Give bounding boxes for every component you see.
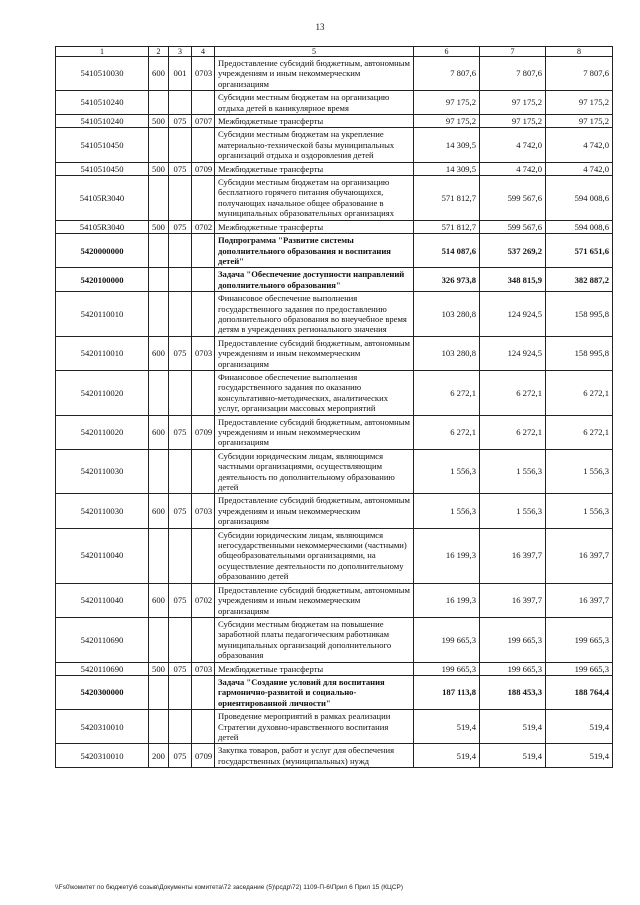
row-value-col6: 14 309,5 <box>414 162 480 175</box>
row-code-cell: 54105R3040 <box>56 176 149 221</box>
row-vr-cell: 600 <box>149 336 169 370</box>
row-vr-cell <box>149 675 169 709</box>
row-value-col6: 7 807,6 <box>414 57 480 91</box>
row-code-cell: 5410510030 <box>56 57 149 91</box>
row-value-col6: 519,4 <box>414 744 480 768</box>
table-row <box>56 494 613 528</box>
row-value-col6: 103 280,8 <box>414 336 480 370</box>
row-vr-cell <box>149 710 169 744</box>
row-name-cell: Субсидии юридическим лицам, являющимся частными организациями, осуществляющим деятельность по дополнительному образованию детей <box>215 449 414 494</box>
row-grbs-cell: 001 <box>169 57 192 91</box>
row-name-cell: Межбюджетные трансферты <box>215 162 414 175</box>
row-name-cell: Задача "Создание условий для воспитания гармонично-развитой и социально-ориентированной личности" <box>215 675 414 709</box>
table-body <box>56 57 613 768</box>
row-name-cell: Субсидии юридическим лицам, являющимся негосударственными некоммерческими (частными) общеобразовательными организациями, на осуществление деятельности по дополнительному образованию детей <box>215 528 414 583</box>
row-value-col7: 599 567,6 <box>480 220 546 233</box>
row-vr-cell <box>149 128 169 162</box>
row-name-cell: Предоставление субсидий бюджетным, автономным учреждениям и иным некоммерческим организациям <box>215 57 414 91</box>
row-value-col8: 199 665,3 <box>546 662 613 675</box>
row-rzpr-cell <box>192 617 215 662</box>
row-vr-cell: 600 <box>149 57 169 91</box>
row-value-col7: 537 269,2 <box>480 234 546 268</box>
row-value-col6: 16 199,3 <box>414 583 480 617</box>
row-vr-cell: 500 <box>149 115 169 128</box>
row-value-col7: 16 397,7 <box>480 528 546 583</box>
row-value-col6: 187 113,8 <box>414 675 480 709</box>
row-rzpr-cell <box>192 268 215 292</box>
row-value-col7: 16 397,7 <box>480 583 546 617</box>
row-value-col8: 594 008,6 <box>546 220 613 233</box>
table-row <box>56 710 613 744</box>
row-grbs-cell: 075 <box>169 583 192 617</box>
table-row <box>56 336 613 370</box>
row-value-col8: 16 397,7 <box>546 528 613 583</box>
table-row <box>56 57 613 91</box>
row-vr-cell <box>149 528 169 583</box>
row-vr-cell: 500 <box>149 162 169 175</box>
row-code-cell: 5420110690 <box>56 662 149 675</box>
row-vr-cell <box>149 268 169 292</box>
row-grbs-cell: 075 <box>169 415 192 449</box>
row-value-col6: 514 087,6 <box>414 234 480 268</box>
table-row <box>56 234 613 268</box>
row-vr-cell: 200 <box>149 744 169 768</box>
row-code-cell: 5420110040 <box>56 528 149 583</box>
row-grbs-cell <box>169 292 192 337</box>
row-value-col6: 6 272,1 <box>414 370 480 415</box>
row-name-cell: Межбюджетные трансферты <box>215 662 414 675</box>
column-number: 3 <box>169 47 192 57</box>
row-code-cell: 5420110040 <box>56 583 149 617</box>
row-value-col6: 16 199,3 <box>414 528 480 583</box>
row-code-cell: 5420300000 <box>56 675 149 709</box>
row-grbs-cell: 075 <box>169 494 192 528</box>
row-name-cell: Субсидии местным бюджетам на укрепление материально-технической базы муниципальных организаций отдыха и оздоровления детей <box>215 128 414 162</box>
row-vr-cell: 600 <box>149 494 169 528</box>
row-grbs-cell <box>169 370 192 415</box>
column-number: 6 <box>414 47 480 57</box>
row-vr-cell <box>149 292 169 337</box>
row-value-col6: 519,4 <box>414 710 480 744</box>
row-grbs-cell <box>169 268 192 292</box>
column-number: 1 <box>56 47 149 57</box>
row-grbs-cell <box>169 128 192 162</box>
table-row <box>56 370 613 415</box>
row-rzpr-cell: 0703 <box>192 57 215 91</box>
table-row <box>56 528 613 583</box>
row-vr-cell <box>149 370 169 415</box>
table-row <box>56 415 613 449</box>
row-grbs-cell <box>169 617 192 662</box>
row-vr-cell: 600 <box>149 583 169 617</box>
row-value-col7: 97 175,2 <box>480 91 546 115</box>
row-code-cell: 5420110010 <box>56 336 149 370</box>
row-rzpr-cell <box>192 234 215 268</box>
table-row <box>56 583 613 617</box>
row-value-col8: 97 175,2 <box>546 115 613 128</box>
row-value-col8: 382 887,2 <box>546 268 613 292</box>
row-grbs-cell <box>169 91 192 115</box>
table-row <box>56 268 613 292</box>
row-vr-cell <box>149 176 169 221</box>
row-grbs-cell: 075 <box>169 115 192 128</box>
row-grbs-cell <box>169 449 192 494</box>
row-vr-cell <box>149 234 169 268</box>
row-grbs-cell <box>169 234 192 268</box>
row-value-col6: 103 280,8 <box>414 292 480 337</box>
row-rzpr-cell: 0702 <box>192 220 215 233</box>
row-rzpr-cell: 0709 <box>192 744 215 768</box>
column-number: 2 <box>149 47 169 57</box>
row-value-col8: 199 665,3 <box>546 617 613 662</box>
row-value-col6: 199 665,3 <box>414 662 480 675</box>
row-vr-cell <box>149 91 169 115</box>
row-name-cell: Межбюджетные трансферты <box>215 220 414 233</box>
row-value-col7: 6 272,1 <box>480 415 546 449</box>
row-value-col8: 519,4 <box>546 710 613 744</box>
table-row <box>56 617 613 662</box>
column-number: 4 <box>192 47 215 57</box>
row-name-cell: Подпрограмма "Развитие системы дополнительного образования и воспитания детей" <box>215 234 414 268</box>
table-row <box>56 675 613 709</box>
row-code-cell: 5420110030 <box>56 449 149 494</box>
row-value-col8: 4 742,0 <box>546 162 613 175</box>
row-rzpr-cell: 0703 <box>192 662 215 675</box>
row-value-col7: 188 453,3 <box>480 675 546 709</box>
row-code-cell: 5420110010 <box>56 292 149 337</box>
row-rzpr-cell <box>192 528 215 583</box>
row-value-col6: 326 973,8 <box>414 268 480 292</box>
table-row <box>56 220 613 233</box>
row-vr-cell <box>149 617 169 662</box>
table-row <box>56 449 613 494</box>
row-name-cell: Предоставление субсидий бюджетным, автономным учреждениям и иным некоммерческим организациям <box>215 583 414 617</box>
row-rzpr-cell <box>192 176 215 221</box>
row-code-cell: 5420310010 <box>56 710 149 744</box>
row-value-col7: 124 924,5 <box>480 292 546 337</box>
row-name-cell: Предоставление субсидий бюджетным, автономным учреждениям и иным некоммерческим организациям <box>215 494 414 528</box>
row-value-col8: 7 807,6 <box>546 57 613 91</box>
row-code-cell: 5410510240 <box>56 91 149 115</box>
row-code-cell: 5420110020 <box>56 415 149 449</box>
row-value-col7: 4 742,0 <box>480 128 546 162</box>
row-grbs-cell <box>169 710 192 744</box>
row-value-col8: 1 556,3 <box>546 494 613 528</box>
row-value-col6: 1 556,3 <box>414 494 480 528</box>
row-value-col7: 348 815,9 <box>480 268 546 292</box>
row-value-col6: 1 556,3 <box>414 449 480 494</box>
row-name-cell: Задача "Обеспечение доступности направлений дополнительного образования" <box>215 268 414 292</box>
row-name-cell: Субсидии местным бюджетам на организацию отдыха детей в каникулярное время <box>215 91 414 115</box>
row-name-cell: Предоставление субсидий бюджетным, автономным учреждениям и иным некоммерческим организациям <box>215 336 414 370</box>
row-value-col6: 571 812,7 <box>414 176 480 221</box>
row-rzpr-cell <box>192 710 215 744</box>
row-value-col8: 4 742,0 <box>546 128 613 162</box>
row-code-cell: 54105R3040 <box>56 220 149 233</box>
row-value-col7: 4 742,0 <box>480 162 546 175</box>
row-rzpr-cell <box>192 675 215 709</box>
row-rzpr-cell <box>192 449 215 494</box>
row-vr-cell: 600 <box>149 415 169 449</box>
row-code-cell: 5420110030 <box>56 494 149 528</box>
column-number: 7 <box>480 47 546 57</box>
row-value-col8: 158 995,8 <box>546 292 613 337</box>
row-rzpr-cell: 0703 <box>192 494 215 528</box>
row-rzpr-cell <box>192 292 215 337</box>
row-code-cell: 5420100000 <box>56 268 149 292</box>
row-grbs-cell: 075 <box>169 162 192 175</box>
table-row <box>56 115 613 128</box>
row-code-cell: 5410510450 <box>56 128 149 162</box>
row-value-col8: 188 764,4 <box>546 675 613 709</box>
row-value-col8: 158 995,8 <box>546 336 613 370</box>
row-value-col7: 1 556,3 <box>480 449 546 494</box>
row-code-cell: 5420310010 <box>56 744 149 768</box>
row-grbs-cell: 075 <box>169 220 192 233</box>
row-value-col8: 1 556,3 <box>546 449 613 494</box>
row-value-col6: 6 272,1 <box>414 415 480 449</box>
row-name-cell: Межбюджетные трансферты <box>215 115 414 128</box>
row-name-cell: Проведение мероприятий в рамках реализации Стратегии духовно-нравственного воспитания детей <box>215 710 414 744</box>
column-number: 5 <box>215 47 414 57</box>
table-row <box>56 162 613 175</box>
row-value-col8: 6 272,1 <box>546 415 613 449</box>
row-rzpr-cell <box>192 91 215 115</box>
row-name-cell: Закупка товаров, работ и услуг для обеспечения государственных (муниципальных) нужд <box>215 744 414 768</box>
row-rzpr-cell: 0702 <box>192 583 215 617</box>
row-rzpr-cell: 0709 <box>192 162 215 175</box>
column-number: 8 <box>546 47 613 57</box>
table-row <box>56 744 613 768</box>
row-value-col7: 1 556,3 <box>480 494 546 528</box>
row-name-cell: Предоставление субсидий бюджетным, автономным учреждениям и иным некоммерческим организациям <box>215 415 414 449</box>
table-row <box>56 662 613 675</box>
column-number-row <box>56 47 613 57</box>
row-grbs-cell: 075 <box>169 336 192 370</box>
row-vr-cell: 500 <box>149 662 169 675</box>
row-code-cell: 5420110020 <box>56 370 149 415</box>
row-value-col7: 519,4 <box>480 744 546 768</box>
row-rzpr-cell <box>192 128 215 162</box>
row-value-col7: 97 175,2 <box>480 115 546 128</box>
row-vr-cell <box>149 449 169 494</box>
row-grbs-cell: 075 <box>169 662 192 675</box>
row-value-col8: 594 008,6 <box>546 176 613 221</box>
row-name-cell: Субсидии местным бюджетам на организацию бесплатного горячего питания обучающихся, получающих начальное общее образование в муниципальных образовательных организациях <box>215 176 414 221</box>
row-vr-cell: 500 <box>149 220 169 233</box>
row-value-col7: 6 272,1 <box>480 370 546 415</box>
row-value-col6: 97 175,2 <box>414 91 480 115</box>
row-grbs-cell <box>169 675 192 709</box>
row-rzpr-cell: 0709 <box>192 415 215 449</box>
row-value-col8: 571 651,6 <box>546 234 613 268</box>
row-value-col8: 97 175,2 <box>546 91 613 115</box>
row-rzpr-cell: 0707 <box>192 115 215 128</box>
row-name-cell: Финансовое обеспечение выполнения государственного задания по оказанию консультативно-методических, аналитических услуг, организации массовых мероприятий <box>215 370 414 415</box>
table-row <box>56 292 613 337</box>
row-name-cell: Субсидии местным бюджетам на повышение заработной платы педагогическим работникам муниципальных организаций дополнительного образования <box>215 617 414 662</box>
row-code-cell: 5420110690 <box>56 617 149 662</box>
row-grbs-cell: 075 <box>169 744 192 768</box>
row-rzpr-cell <box>192 370 215 415</box>
row-value-col6: 571 812,7 <box>414 220 480 233</box>
row-code-cell: 5420000000 <box>56 234 149 268</box>
row-value-col7: 7 807,6 <box>480 57 546 91</box>
row-value-col7: 124 924,5 <box>480 336 546 370</box>
row-grbs-cell <box>169 176 192 221</box>
row-value-col6: 97 175,2 <box>414 115 480 128</box>
row-value-col7: 199 665,3 <box>480 617 546 662</box>
row-value-col7: 599 567,6 <box>480 176 546 221</box>
table-row <box>56 176 613 221</box>
row-grbs-cell <box>169 528 192 583</box>
table-row <box>56 91 613 115</box>
row-value-col6: 14 309,5 <box>414 128 480 162</box>
footer-file-path: \\Fs0\комитет по бюджету\6 созыв\Документы комитета\72 заседание (5)\рсдр\72) 1109-П-6\Прил 6 Прил 15 (КЦСР) <box>55 884 404 891</box>
row-value-col6: 199 665,3 <box>414 617 480 662</box>
row-rzpr-cell: 0703 <box>192 336 215 370</box>
table-row <box>56 128 613 162</box>
row-code-cell: 5410510450 <box>56 162 149 175</box>
row-name-cell: Финансовое обеспечение выполнения государственного задания по предоставлению дополнительного образования во внеучебное время детям в учреждениях регионального значения <box>215 292 414 337</box>
row-value-col8: 16 397,7 <box>546 583 613 617</box>
row-value-col7: 199 665,3 <box>480 662 546 675</box>
budget-table <box>55 46 613 768</box>
row-code-cell: 5410510240 <box>56 115 149 128</box>
row-value-col8: 6 272,1 <box>546 370 613 415</box>
row-value-col8: 519,4 <box>546 744 613 768</box>
row-value-col7: 519,4 <box>480 710 546 744</box>
page-number: 13 <box>315 22 325 32</box>
